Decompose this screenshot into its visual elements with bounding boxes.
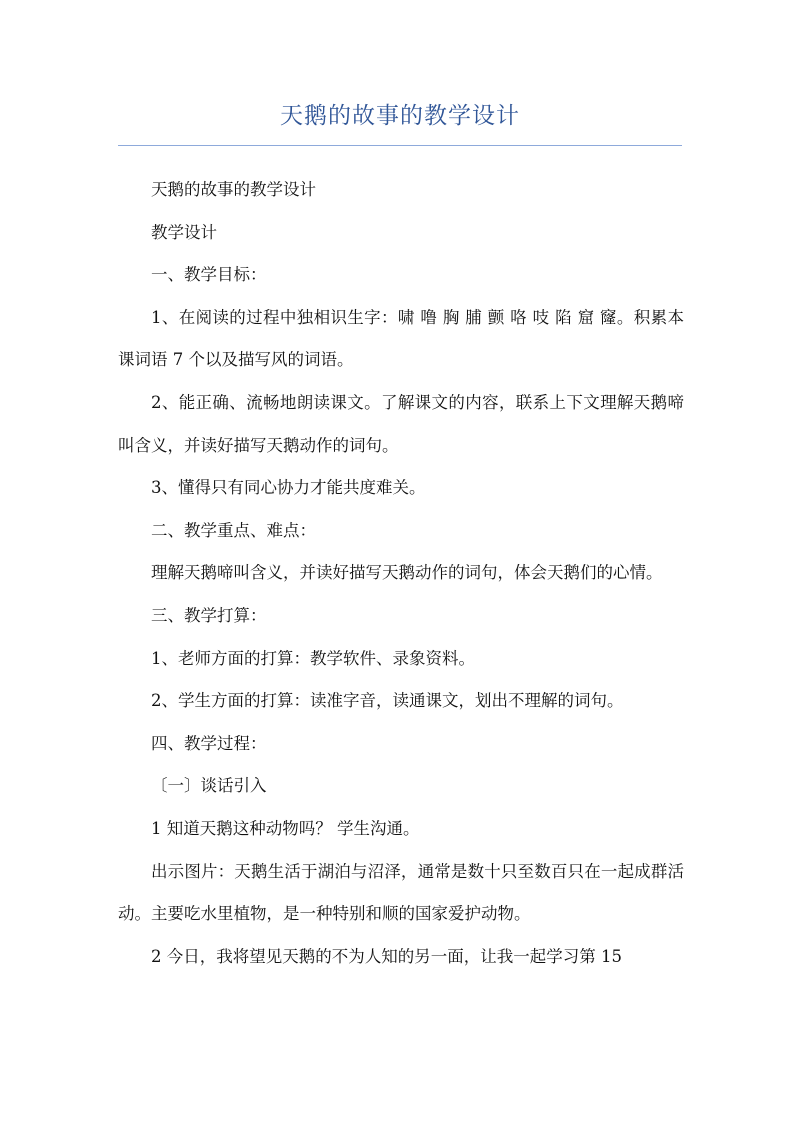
paragraph-show-picture: 出示图片：天鹅生活于湖泊与沼泽，通常是数十只至数百只在一起成群活动。主要吃水里植物，是一种特别和顺的国家爱护动物。 [118, 861, 684, 924]
paragraph-step-2: 2 今日，我将望见天鹅的不为人知的另一面，让我一起学习第 15 [151, 946, 622, 966]
paragraph-key-points: 理解天鹅啼叫含义，并读好描写天鹅动作的词句，体会天鹅们的心情。 [151, 563, 663, 583]
paragraph-subheading: 教学设计 [151, 222, 217, 242]
title-divider [118, 145, 682, 146]
page-title: 天鹅的故事的教学设计 [280, 103, 520, 129]
section-heading-preparation: 三、教学打算： [151, 605, 267, 625]
paragraph-objective-2: 2、能正确、流畅地朗读课文。了解课文的内容，联系上下文理解天鹅啼叫含义，并读好描写天鹅动作的词句。 [118, 392, 684, 455]
paragraph-step-1: 1 知道天鹅这种动物吗？ 学生沟通。 [151, 818, 420, 838]
paragraph-preparation-teacher: 1、老师方面的打算：教学软件、录象资料。 [151, 648, 475, 668]
paragraph-preparation-student: 2、学生方面的打算：读准字音，读通课文，划出不理解的词句。 [151, 691, 624, 711]
section-heading-key-points: 二、教学重点、难点： [151, 520, 316, 540]
section-heading-objectives: 一、教学目标： [151, 265, 267, 285]
subsection-heading-intro: 〔一〕谈话引入 [151, 776, 267, 796]
paragraph-objective-1: 1、在阅读的过程中独相识生字：啸 噜 胸 脯 颤 咯 吱 陷 窟 窿。积累本课词语 7 个以及描写风的词语。 [118, 307, 684, 370]
paragraph-heading: 天鹅的故事的教学设计 [151, 180, 316, 199]
paragraph-objective-3: 3、懂得只有同心协力才能共度难关。 [151, 478, 426, 498]
section-heading-process: 四、教学过程： [151, 733, 267, 753]
document-body [118, 169, 684, 978]
